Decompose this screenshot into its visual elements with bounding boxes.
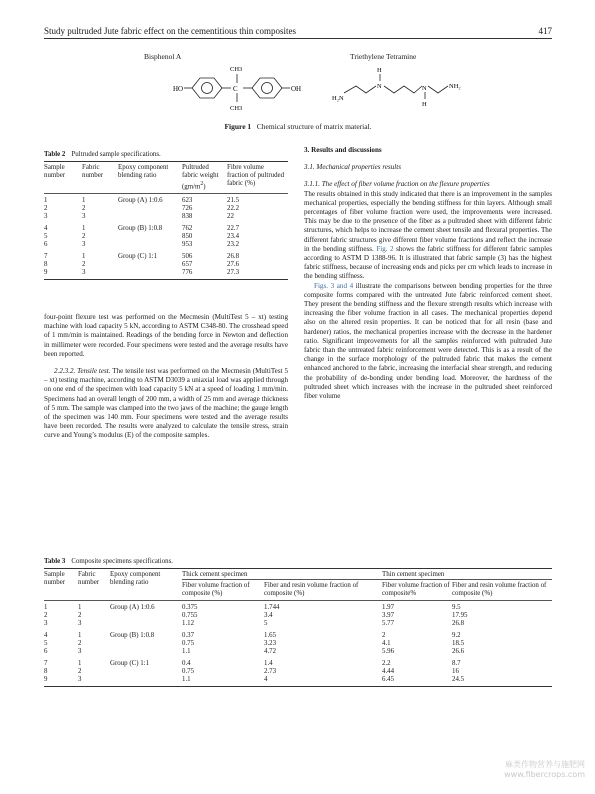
table-2-header: Fibre volume fraction of pultruded fabric (%) bbox=[227, 164, 285, 187]
table-cell: 24.5 bbox=[452, 676, 465, 683]
table-cell: 1 bbox=[78, 660, 82, 667]
table-cell: 0.755 bbox=[182, 612, 198, 619]
paragraph-results-2: Figs. 3 and 4 illustrate the comparisons between bending properties for the three composite forms compared with the untreated Jute fabric reinforced cement sheet. They present the bending stiffness and the flexure strength results which increase with increasing the fiber volume fraction in all cases. The mechanical properties depend also on the altered resin properties. It can be noticed that for all resin (base and hardener) ratios, the mechanical properties increase with the decrease in the hardener ratio. Significant improvements for all the samples reinforced with pultruded Jute fabric than the untreated fabric reinforcement were detected. This is as a result of the change in the surface morphology of the pultruded fabric that makes the cement enhanced anchored to the fabric, increasing the interfacial shear strength, and reducing the probability of de-bonding under bending load. Moreover, the hardness of the pultruded sheet which increases with the increase in the pultruded sheet reinforced fiber volume bbox=[304, 281, 552, 401]
table-cell: 6 bbox=[44, 648, 48, 655]
table-3-header-cell: Fabric number bbox=[78, 571, 100, 586]
table-cell: 27.6 bbox=[227, 261, 240, 269]
figs-3-4-link[interactable]: Figs. 3 and 4 bbox=[314, 281, 354, 290]
table-cell: 1.12 bbox=[182, 620, 195, 627]
table-row bbox=[44, 269, 288, 277]
table-row bbox=[44, 225, 288, 233]
table-cell: 9.2 bbox=[452, 632, 461, 639]
table-cell: 1.744 bbox=[264, 604, 280, 611]
table-cell: 8.7 bbox=[452, 660, 461, 667]
table-cell bbox=[118, 269, 182, 277]
table-cell: 2 bbox=[78, 668, 82, 675]
figure-1 bbox=[44, 48, 552, 136]
table-cell bbox=[118, 261, 182, 269]
table-cell: 6.45 bbox=[382, 676, 395, 683]
h2n-group: H₂N bbox=[332, 95, 344, 102]
table-row bbox=[44, 648, 552, 656]
methyl-bottom: CH3 bbox=[230, 105, 243, 112]
table-3-header-cell: Fiber and resin volume fraction of composite (%) bbox=[264, 582, 359, 597]
table-cell: 5 bbox=[44, 640, 48, 647]
table-cell: 850 bbox=[182, 233, 193, 241]
running-header bbox=[44, 26, 552, 36]
table-cell bbox=[110, 668, 182, 676]
table-cell: 1.1 bbox=[182, 676, 191, 683]
table-cell: 2 bbox=[78, 612, 82, 619]
table-cell: 5.96 bbox=[382, 648, 395, 655]
table-row bbox=[44, 213, 288, 221]
watermark-line-1: 麻类作物营养与施肥网 bbox=[505, 760, 585, 769]
table-row bbox=[44, 197, 288, 205]
table-cell: 506 bbox=[182, 253, 193, 261]
table-2-title: Table 2 Pultruded sample specifications. bbox=[44, 151, 161, 158]
table-cell: 5 bbox=[44, 233, 48, 241]
figure-caption-label: Figure 1 bbox=[224, 122, 252, 131]
table-cell: 2 bbox=[44, 612, 48, 619]
table-cell: 0.75 bbox=[182, 668, 195, 675]
figure-caption-text: Chemical structure of matrix material. bbox=[256, 122, 372, 131]
table-cell: 2 bbox=[44, 205, 48, 213]
table-cell: 762 bbox=[182, 225, 193, 233]
table-cell bbox=[118, 241, 182, 249]
table-2-header: Sample number bbox=[44, 164, 66, 179]
table-cell: 3.23 bbox=[264, 640, 277, 647]
table-cell bbox=[110, 612, 182, 620]
table-cell: 26.8 bbox=[452, 620, 465, 627]
table-cell bbox=[118, 205, 182, 213]
table-cell: 4 bbox=[44, 632, 48, 639]
table-cell: 26.8 bbox=[227, 253, 240, 261]
table-cell: 0.375 bbox=[182, 604, 198, 611]
table-cell: 623 bbox=[182, 197, 193, 205]
table-cell: 8 bbox=[44, 668, 48, 675]
table-cell: 4 bbox=[44, 225, 48, 233]
nh2-group: NH₂ bbox=[449, 83, 461, 90]
n-atom-2: N bbox=[422, 85, 427, 92]
central-carbon: C bbox=[233, 85, 238, 93]
table-cell: 1 bbox=[82, 253, 86, 261]
page-number: 417 bbox=[538, 26, 552, 36]
paragraph-flexure-test: four-point flexure test was performed on the Mecmesin (MultiTest 5 – xt) testing machine with load capacity 5 kN, according to ASTM C348-80. The crosshead speed of 1 mm/min is maintained. Readings of the bending force in Newton and deflection in millimeter were recorded. Four specimens were tested and the average results have been reported. bbox=[44, 313, 288, 358]
table-cell: 17.95 bbox=[452, 612, 468, 619]
table-cell: 7 bbox=[44, 253, 48, 261]
table-cell: 1 bbox=[44, 197, 48, 205]
table-row bbox=[44, 261, 288, 269]
table-cell: 22.2 bbox=[227, 205, 240, 213]
table-cell: 2 bbox=[382, 632, 386, 639]
table-cell: 1.97 bbox=[382, 604, 395, 611]
table-3-title: Table 3 Composite specimens specifications. bbox=[44, 558, 174, 565]
table-cell: 1.65 bbox=[264, 632, 277, 639]
table-cell: 1 bbox=[78, 604, 82, 611]
table-cell: 22.7 bbox=[227, 225, 240, 233]
table-cell: 3 bbox=[82, 213, 86, 221]
bisphenol-label: Bisphenol A bbox=[144, 52, 182, 61]
table-cell: 838 bbox=[182, 213, 193, 221]
table-3-header-cell: Fiber and resin volume fraction of composite (%) bbox=[452, 582, 547, 597]
table-cell: 4.72 bbox=[264, 648, 277, 655]
tetramine-chain-1 bbox=[344, 86, 376, 93]
left-column-text bbox=[44, 313, 288, 441]
table-cell bbox=[110, 640, 182, 648]
table-cell: 2.73 bbox=[264, 668, 277, 675]
chemical-structure-diagram bbox=[44, 48, 552, 120]
table-3-header-cell: Fiber volume fraction of composite% bbox=[382, 582, 450, 597]
table-cell: 776 bbox=[182, 269, 193, 277]
table-2-header: Epoxy component blending ratio bbox=[118, 164, 169, 179]
table-cell: 726 bbox=[182, 205, 193, 213]
table-cell: 3 bbox=[78, 620, 82, 627]
n-atom-1: N bbox=[377, 83, 382, 90]
table-cell: 4.44 bbox=[382, 668, 395, 675]
watermark-line-2: www.fibercrops.com bbox=[504, 770, 585, 779]
tetramine-chain-3 bbox=[428, 86, 448, 93]
table-row bbox=[44, 620, 552, 628]
table-2 bbox=[44, 151, 288, 280]
h-atom-1: H bbox=[377, 67, 382, 74]
table-cell: 3.97 bbox=[382, 612, 395, 619]
table-cell bbox=[118, 233, 182, 241]
table-row bbox=[44, 676, 552, 684]
table-cell: 1 bbox=[44, 604, 48, 611]
table-3-header-cell: Sample number bbox=[44, 571, 66, 586]
table-row bbox=[44, 604, 552, 612]
table-cell: 0.4 bbox=[182, 660, 191, 667]
table-cell: Group (B) 1:0.8 bbox=[110, 632, 155, 639]
watermark bbox=[504, 760, 585, 780]
table-cell: Group (C) 1:1 bbox=[118, 253, 158, 261]
table-cell: Group (C) 1:1 bbox=[110, 660, 150, 667]
table-cell: Group (A) 1:0.6 bbox=[118, 197, 163, 205]
table-cell: 5.77 bbox=[382, 620, 395, 627]
oh-group: OH bbox=[291, 85, 302, 93]
figure-caption bbox=[44, 122, 552, 131]
table-3-header bbox=[44, 571, 552, 598]
table-cell: 1 bbox=[78, 632, 82, 639]
table-row bbox=[44, 632, 552, 640]
table-cell: 1.1 bbox=[182, 648, 191, 655]
table-row bbox=[44, 205, 288, 213]
table-cell: 23.4 bbox=[227, 233, 240, 241]
right-ring-circle bbox=[262, 83, 273, 94]
table-row bbox=[44, 233, 288, 241]
running-title: Study pultruded Jute fabric effect on the cementitious thin composites bbox=[44, 26, 297, 36]
table-cell: 1 bbox=[82, 197, 86, 205]
table-cell bbox=[118, 213, 182, 221]
methyl-top: CH3 bbox=[230, 66, 243, 73]
table-cell: 4 bbox=[264, 676, 268, 683]
table-cell: 8 bbox=[44, 261, 48, 269]
table-cell: 2 bbox=[78, 640, 82, 647]
table-row bbox=[44, 640, 552, 648]
table-2-header-row bbox=[44, 164, 288, 191]
tetramine-chain-2 bbox=[384, 86, 422, 93]
table-cell: 657 bbox=[182, 261, 193, 269]
table-cell: 21.5 bbox=[227, 197, 240, 205]
ho-group: HO bbox=[173, 85, 184, 93]
table-cell: 6 bbox=[44, 241, 48, 249]
table-2-top-rule bbox=[44, 161, 288, 162]
fig-2-link[interactable]: Fig. 2 bbox=[376, 244, 394, 253]
subsubsection-heading-fiber-volume: 3.1.1. The effect of fiber volume fraction on the flexure properties bbox=[304, 180, 490, 189]
table-cell: 26.6 bbox=[452, 648, 465, 655]
table-cell: 9 bbox=[44, 676, 48, 683]
subsection-heading-mechanical: 3.1. Mechanical properties results bbox=[304, 163, 401, 172]
table-cell: 4.1 bbox=[382, 640, 391, 647]
left-benzene-ring bbox=[192, 78, 222, 98]
table-3 bbox=[44, 558, 552, 687]
table-cell: 5 bbox=[264, 620, 268, 627]
table-cell: 3 bbox=[44, 620, 48, 627]
table-cell: 0.75 bbox=[182, 640, 195, 647]
table-row bbox=[44, 660, 552, 668]
table-2-grid bbox=[44, 164, 288, 191]
table-3-header-cell: Fiber volume fraction of composite (%) bbox=[182, 582, 250, 597]
table-cell: 0.37 bbox=[182, 632, 195, 639]
table-cell: 3 bbox=[82, 269, 86, 277]
table-2-header: Fabric number bbox=[82, 164, 104, 179]
paragraph-results-1: The results obtained in this study indicated that there is an improvement in the samples mechanical properties, especially the bending stiffness for thin layers. Although small percentages of fiber volume fraction were used, the improvements were increased. This may be due to the presence of the fiber as a pultruded sheet with different fabric structures, which helps to increase the cement sheet tensile and flexural properties. The different fabric structures give different fiber volume fractions and reflect the increase in the bending stiffness. Fig. 2 shows the fabric stiffness for different fabric samples according to ASTM D 1388-96. It is illustrated that fabric sample (3) has the highest fabric stiffness, because of increasing ends and picks per cm which leads to increase in the bending stiffness. bbox=[304, 189, 552, 281]
table-row bbox=[44, 612, 552, 620]
table-cell: 2 bbox=[82, 233, 86, 241]
table-row bbox=[44, 253, 288, 261]
table-cell: 3 bbox=[82, 241, 86, 249]
table-cell: 2 bbox=[82, 205, 86, 213]
table-row bbox=[44, 668, 552, 676]
table-cell: 22 bbox=[227, 213, 234, 221]
header-rule bbox=[44, 38, 552, 39]
table-2-header: Pultruded fabric weight $(gm/m^2)$ bbox=[182, 164, 219, 191]
table-cell: 953 bbox=[182, 241, 193, 249]
table-cell: Group (A) 1:0.6 bbox=[110, 604, 155, 611]
table-3-header-cell: Epoxy component blending ratio bbox=[110, 571, 161, 586]
table-cell: 18.5 bbox=[452, 640, 465, 647]
table-cell: 9 bbox=[44, 269, 48, 277]
table-cell: 1.4 bbox=[264, 660, 273, 667]
table-cell bbox=[110, 648, 182, 656]
table-cell: 16 bbox=[452, 668, 459, 675]
left-ring-circle bbox=[202, 83, 213, 94]
table-cell: 2 bbox=[82, 261, 86, 269]
table-3-body bbox=[44, 604, 552, 684]
table-cell: 7 bbox=[44, 660, 48, 667]
table-cell: Group (B) 1:0.8 bbox=[118, 225, 163, 233]
section-heading-results: 3. Results and discussions bbox=[304, 146, 382, 154]
table-3-header-cell: Thick cement specimen bbox=[182, 571, 382, 580]
table-cell: 27.3 bbox=[227, 269, 240, 277]
table-cell: 1 bbox=[82, 225, 86, 233]
right-benzene-ring bbox=[252, 78, 282, 98]
table-cell: 2.2 bbox=[382, 660, 391, 667]
table-2-body bbox=[44, 197, 288, 277]
table-cell bbox=[110, 620, 182, 628]
h-atom-2: H bbox=[422, 101, 427, 108]
right-column-text bbox=[304, 146, 552, 401]
table-cell: 9.5 bbox=[452, 604, 461, 611]
table-cell: 3.4 bbox=[264, 612, 273, 619]
table-cell: 3 bbox=[78, 648, 82, 655]
table-row bbox=[44, 241, 288, 249]
paragraph-tensile-test: 2.2.3.2. Tensile test. The tensile test was performed on the Mecmesin (MultiTest 5 – xt) testing machine, according to ASTM D3039 a uniaxial load was applied through on one end of the specimen with load capacity 5 kN at a speed of loading 1 mm/min. Specimens had an overall length of 200 mm, a width of 25 mm and average thickness of 5 mm. The sample was clamped into the two jaws of the machine; the gauge length of the specimen was 140 mm. Four specimens were tested and the average results have been recorded. The results were analyzed to calculate the tensile stress, strain curve and Young’s modulus (E) of the composite samples. bbox=[44, 367, 288, 440]
table-cell: 3 bbox=[44, 213, 48, 221]
tetramine-label: Triethylene Tetramine bbox=[350, 52, 417, 61]
table-cell: 3 bbox=[78, 676, 82, 683]
table-cell bbox=[110, 676, 182, 684]
table-3-header-cell: Thin cement specimen bbox=[382, 571, 552, 580]
table-cell: 23.2 bbox=[227, 241, 240, 249]
